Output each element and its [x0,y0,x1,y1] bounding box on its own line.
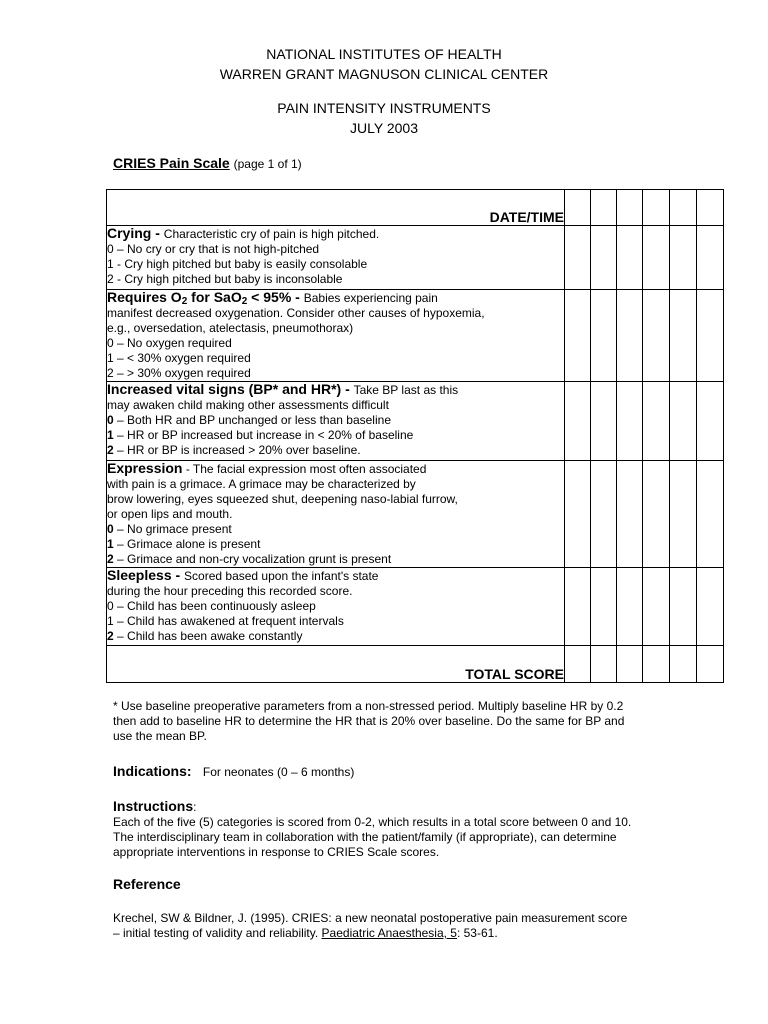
vital-row [107,382,724,461]
requires-0: 0 – No oxygen required [107,336,232,350]
score-cell[interactable] [670,568,697,646]
indications-label: Indications: [113,763,192,779]
expression-2: – Grimace and non-cry vocalization grunt is present [113,552,392,566]
crying-1: 1 - Cry high pitched but baby is easily consolable [107,257,368,271]
vital-desc: Take BP last as this [353,383,459,397]
score-cell[interactable] [670,290,697,382]
sleepless-1: 1 – Child has awakened at frequent intervals [107,614,344,628]
indications [113,764,673,780]
expression-d2: with pain is a grimace. A grimace may be characterized by [107,477,416,491]
datetime-label: DATE/TIME [107,190,565,226]
datetime-row [107,190,724,226]
score-cell[interactable] [697,190,724,226]
sleepless-d2: during the hour preceding this recorded score. [107,584,353,598]
score-cell[interactable] [565,190,591,226]
crying-0: 0 – No cry or cry that is not high-pitched [107,242,320,256]
score-cell[interactable] [617,646,643,683]
expression-row [107,461,724,568]
journal-name: Paediatric Anaesthesia, 5 [321,926,457,940]
header-line-3: PAIN INTENSITY INSTRUMENTS [277,100,491,116]
header-line-4: JULY 2003 [350,120,418,136]
sleepless-2: – Child has been awake constantly [113,629,303,643]
instructions: Instructions: Each of the five (5) categories is scored from 0-2, which results in a total score between 0 and 10. The interdisciplinary team in collaboration with the patient/family (if appropriate), can determine appropriate interventions in response to CRIES Scale scores. [113,798,632,859]
requires-d3: e.g., oversedation, atelectasis, pneumothorax) [107,321,354,335]
score-cell[interactable] [697,382,724,461]
requires-desc: Babies experiencing pain [303,291,438,305]
cries-table [106,189,724,683]
score-cell[interactable] [697,226,724,290]
score-cell[interactable] [617,568,643,646]
crying-2: 2 - Cry high pitched but baby is inconsolable [107,272,343,286]
score-cell[interactable] [591,290,617,382]
score-cell[interactable] [697,461,724,568]
requires-row [107,290,724,382]
sleepless-cell: Sleepless - Scored based upon the infant's state during the hour preceding this recorded score. 0 – Child has been continuously asleep 1 – Child has awakened at frequent intervals 2 – Child has been awake constantly [107,568,565,646]
score-cell[interactable] [565,461,591,568]
score-cell[interactable] [670,382,697,461]
score-cell[interactable] [643,290,670,382]
score-cell[interactable] [591,190,617,226]
vital-cell: Increased vital signs (BP* and HR*) - Take BP last as this may awaken child making other assessments difficult 0 – Both HR and BP unchanged or less than baseline 1 – HR or BP increased but increase in < 20% of baseline 2 – HR or BP is increased > 20% over baseline. [107,382,565,461]
score-cell[interactable] [643,568,670,646]
vital-1: – HR or BP increased but increase in < 20% of baseline [113,428,414,442]
score-cell[interactable] [670,226,697,290]
header-line-1: NATIONAL INSTITUTES OF HEALTH [266,46,502,62]
vital-2: – HR or BP is increased > 20% over baseline. [113,443,361,457]
crying-row [107,226,724,290]
total-label: TOTAL SCORE [107,646,565,683]
score-cell[interactable] [643,382,670,461]
score-cell[interactable] [565,568,591,646]
score-cell[interactable] [697,290,724,382]
expression-d4: or open lips and mouth. [107,507,233,521]
score-cell[interactable] [670,190,697,226]
score-cell[interactable] [565,290,591,382]
score-cell[interactable] [670,646,697,683]
crying-label: Crying - [107,225,164,241]
requires-d2: manifest decreased oxygenation. Consider other causes of hypoxemia, [107,306,485,320]
score-cell[interactable] [591,461,617,568]
score-cell[interactable] [670,461,697,568]
sleepless-row [107,568,724,646]
score-cell[interactable] [591,646,617,683]
scale-title [113,155,302,171]
vital-d2: may awaken child making other assessments difficult [107,398,389,412]
score-cell[interactable] [643,461,670,568]
expression-0: – No grimace present [113,522,232,536]
expression-label: Expression [107,460,183,476]
vital-0: – Both HR and BP unchanged or less than baseline [113,413,391,427]
score-cell[interactable] [617,290,643,382]
score-cell[interactable] [697,568,724,646]
scale-title-text: CRIES Pain Scale [113,155,230,171]
score-cell[interactable] [617,226,643,290]
instructions-label: Instructions [113,798,194,814]
score-cell[interactable] [617,382,643,461]
indications-text: For neonates (0 – 6 months) [202,765,355,779]
sleepless-desc: Scored based upon the infant's state [184,569,379,583]
score-cell[interactable] [643,646,670,683]
score-cell[interactable] [591,382,617,461]
reference-heading [113,877,673,893]
sleepless-0: 0 – Child has been continuously asleep [107,599,316,613]
expression-cell: Expression - The facial expression most often associated with pain is a grimace. A grimace may be characterized by brow lowering, eyes squeezed shut, deepening naso-labial furrow, or open lips and mouth. 0 – No grimace present 1 – Grimace alone is present 2 – Grimace and non-cry vocalization grunt is present [107,461,565,568]
score-cell[interactable] [565,382,591,461]
scale-page: (page 1 of 1) [233,157,302,171]
score-cell[interactable] [643,226,670,290]
total-row [107,646,724,683]
score-cell[interactable] [565,226,591,290]
reference-citation: Krechel, SW & Bildner, J. (1995). CRIES: a new neonatal postoperative pain measurement score – initial testing of validity and reliability. Paediatric Anaesthesia, 5: 53-61. [113,911,628,940]
expression-desc: - The facial expression most often associated [182,462,427,476]
footnote: * Use baseline preoperative parameters from a non-stressed period. Multiply baseline HR by 0.2 then add to baseline HR to determine the HR that is 20% over baseline. Do the same for BP and use the mean BP. [113,699,625,743]
header-line-2: WARREN GRANT MAGNUSON CLINICAL CENTER [219,66,549,82]
crying-cell [107,226,565,290]
score-cell[interactable] [617,461,643,568]
vital-label: Increased vital signs (BP* and HR*) - [107,381,354,397]
score-cell[interactable] [643,190,670,226]
expression-1: – Grimace alone is present [113,537,261,551]
score-cell[interactable] [591,568,617,646]
score-cell[interactable] [565,646,591,683]
sleepless-label: Sleepless - [107,567,185,583]
crying-desc: Characteristic cry of pain is high pitched. [163,227,380,241]
requires-label: Requires $O_2$ for SaO$_2$ < 95% - [107,289,304,307]
score-cell[interactable] [697,646,724,683]
requires-cell [107,290,565,382]
score-cell[interactable] [617,190,643,226]
requires-2: 2 – > 30% oxygen required [107,366,251,380]
expression-d3: brow lowering, eyes squeezed shut, deepening naso-labial furrow, [107,492,458,506]
score-cell[interactable] [591,226,617,290]
requires-1: 1 – < 30% oxygen required [107,351,251,365]
reference-label: Reference [113,876,181,892]
